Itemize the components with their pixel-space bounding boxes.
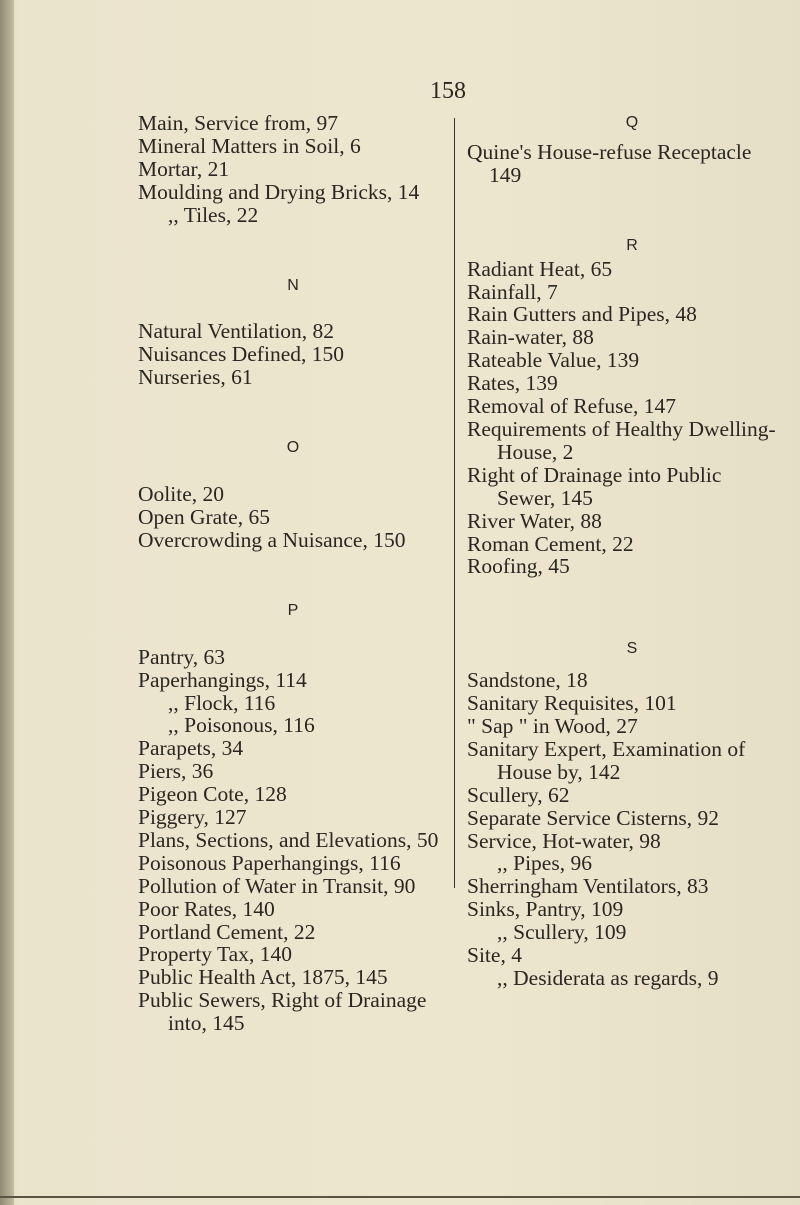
index-entry: ,, Tiles, 22 bbox=[168, 202, 259, 227]
index-column-right bbox=[467, 112, 797, 990]
index-entry: ,, Scullery, 109 bbox=[497, 920, 627, 945]
index-entry-continuation: 149 bbox=[489, 162, 522, 187]
index-entry: Quine's House-refuse Receptacle bbox=[467, 139, 752, 164]
index-entry: Sanitary Requisites, 101 bbox=[467, 691, 677, 716]
index-entry: Rain Gutters and Pipes, 48 bbox=[467, 302, 697, 327]
index-entry: Separate Service Cisterns, 92 bbox=[467, 805, 719, 830]
index-entry: ,, Pipes, 96 bbox=[497, 851, 592, 876]
page-bottom-edge bbox=[0, 1196, 800, 1198]
index-entry: Public Health Act, 1875, 145 bbox=[138, 965, 388, 990]
index-entry: Paperhangings, 114 bbox=[138, 667, 307, 692]
index-entry: Pigeon Cote, 128 bbox=[138, 782, 287, 807]
index-entry: Open Grate, 65 bbox=[138, 504, 270, 529]
index-entry: Overcrowding a Nuisance, 150 bbox=[138, 527, 406, 552]
index-entry: " Sap " in Wood, 27 bbox=[467, 714, 638, 739]
index-entry: Portland Cement, 22 bbox=[138, 919, 316, 944]
index-entry: Rain-water, 88 bbox=[467, 325, 594, 350]
index-entry: Sherringham Ventilators, 83 bbox=[467, 874, 709, 899]
index-entry: Poor Rates, 140 bbox=[138, 896, 275, 921]
section-letter-n: N bbox=[287, 276, 299, 294]
page-number: 158 bbox=[430, 78, 466, 104]
index-entry: Nuisances Defined, 150 bbox=[138, 342, 344, 367]
index-entry: Roofing, 45 bbox=[467, 554, 570, 579]
index-entry: Moulding and Drying Bricks, 14 bbox=[138, 179, 420, 204]
index-entry: Rates, 139 bbox=[467, 371, 558, 396]
index-entry-continuation: House by, 142 bbox=[497, 759, 621, 784]
index-entry: Scullery, 62 bbox=[467, 782, 570, 807]
index-entry: Property Tax, 140 bbox=[138, 942, 292, 967]
section-letter-o: O bbox=[286, 439, 300, 457]
index-entry: Public Sewers, Right of Drainage bbox=[138, 988, 427, 1013]
index-entry: Sanitary Expert, Examination of bbox=[467, 736, 746, 761]
index-entry-continuation: Sewer, 145 bbox=[497, 485, 593, 510]
index-entry: Pantry, 63 bbox=[138, 644, 225, 669]
index-entry: Nurseries, 61 bbox=[138, 365, 253, 390]
index-entry: ,, Desiderata as regards, 9 bbox=[497, 966, 719, 990]
index-entry: Plans, Sections, and Elevations, 50 bbox=[138, 827, 439, 852]
section-letter-q: Q bbox=[625, 114, 639, 131]
index-entry: Sandstone, 18 bbox=[467, 668, 588, 693]
index-column-left bbox=[138, 112, 448, 1035]
index-entry: Mineral Matters in Soil, 6 bbox=[138, 133, 361, 158]
index-entry: Site, 4 bbox=[467, 943, 522, 968]
section-letter-r: R bbox=[626, 236, 638, 254]
index-entry-continuation: into, 145 bbox=[168, 1011, 245, 1036]
index-entry: Parapets, 34 bbox=[138, 736, 244, 761]
index-entry: Mortar, 21 bbox=[138, 156, 230, 181]
index-entry: Radiant Heat, 65 bbox=[467, 256, 613, 281]
index-entry: ,, Poisonous, 116 bbox=[168, 713, 315, 738]
index-entry: Removal of Refuse, 147 bbox=[467, 394, 676, 419]
index-entry: Piers, 36 bbox=[138, 759, 214, 784]
index-entry-continuation: House, 2 bbox=[497, 439, 574, 464]
index-entry: Rateable Value, 139 bbox=[467, 348, 640, 373]
index-entry: Piggery, 127 bbox=[138, 805, 247, 830]
index-entry: Rainfall, 7 bbox=[467, 279, 558, 304]
column-divider bbox=[454, 118, 455, 888]
index-entry: Poisonous Paperhangings, 116 bbox=[138, 850, 401, 875]
page-binding-edge bbox=[0, 0, 14, 1205]
index-entry: Main, Service from, 97 bbox=[138, 111, 339, 135]
index-entry: River Water, 88 bbox=[467, 508, 602, 533]
section-letter-s: S bbox=[626, 640, 638, 658]
index-entry: Oolite, 20 bbox=[138, 482, 224, 507]
index-entry: Sinks, Pantry, 109 bbox=[467, 897, 624, 922]
index-entry: Right of Drainage into Public bbox=[467, 462, 722, 487]
index-entry: Requirements of Healthy Dwelling- bbox=[467, 416, 776, 441]
index-entry: Pollution of Water in Transit, 90 bbox=[138, 873, 416, 898]
section-letter-p: P bbox=[287, 601, 299, 619]
index-entry: Roman Cement, 22 bbox=[467, 531, 634, 556]
index-entry: ,, Flock, 116 bbox=[168, 690, 276, 715]
index-entry: Natural Ventilation, 82 bbox=[138, 319, 335, 344]
index-entry: Service, Hot-water, 98 bbox=[467, 828, 661, 853]
